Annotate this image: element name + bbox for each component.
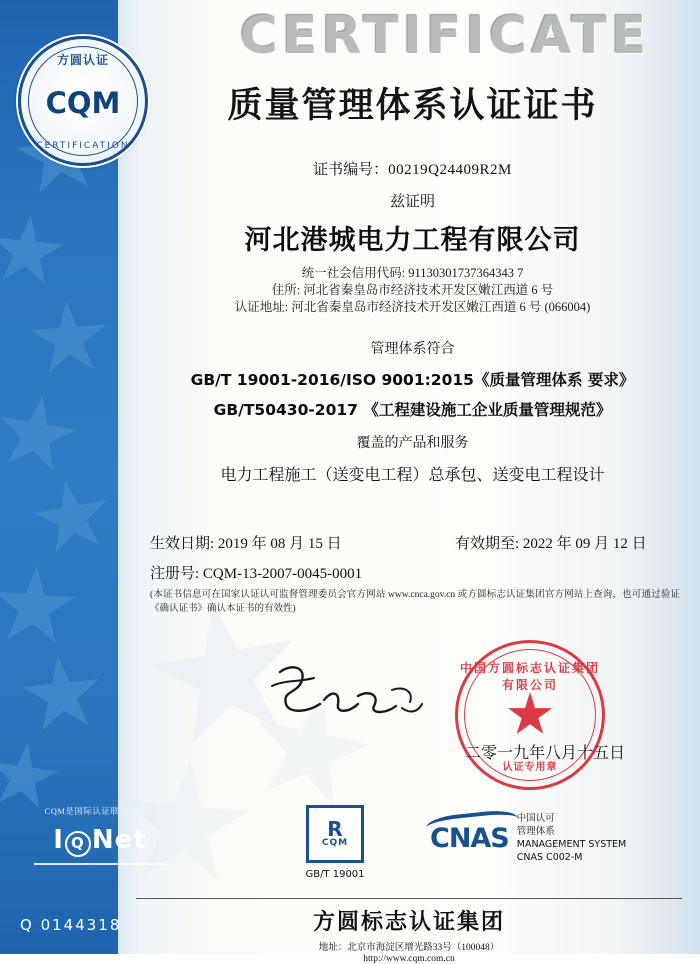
cnas-logo-text: CNAS (430, 822, 509, 854)
effective-date-row (150, 532, 450, 553)
standard-line-2: GB/T50430-2017 《工程建设施工企业质量管理规范》 (213, 401, 612, 419)
effective-date-value: 2019 年 08 月 15 日 (217, 536, 342, 552)
handwritten-signature (262, 660, 432, 730)
footer-address: 地址：北京市海淀区增光路33号（100048） (318, 943, 500, 953)
decorative-star-icon (0, 389, 82, 482)
expiry-date-value: 2022 年 09 月 12 日 (522, 536, 647, 552)
seal-acronym: CQM (45, 85, 121, 120)
standard-line-1: GB/T 19001-2016/ISO 9001:2015《质量管理体系 要求》 (190, 371, 635, 389)
cqm-mark-cqm: CQM (321, 838, 349, 848)
cqm-mark-box (306, 805, 364, 863)
conformity-label: 管理体系符合 (370, 342, 455, 357)
cnas-line-4: CNAS C002-M (516, 852, 583, 863)
dates-block (150, 532, 680, 592)
issuing-organization: 方圆标志认证集团 (312, 910, 505, 935)
embossed-certificate-word: CERTIFICATE (239, 6, 651, 66)
serial-number: Q 0144318 (20, 916, 122, 934)
expiry-date-label: 有效期至: (455, 536, 520, 552)
page-title: 质量管理体系认证证书 (227, 86, 598, 126)
cqm-accreditation-mark (300, 805, 370, 880)
cqm-mark-r: R (327, 817, 343, 841)
footer-divider (136, 898, 682, 899)
scope-text: 电力工程施工（送变电工程）总承包、送变电工程设计 (220, 467, 605, 484)
certificate-number-line (140, 158, 685, 179)
effective-date-label: 生效日期: (150, 536, 215, 552)
hereby-certify-label: 兹证明 (389, 194, 435, 210)
register-no-label: 注册号: (150, 566, 200, 582)
cnas-accreditation-mark (430, 812, 670, 864)
scope-label: 覆盖的产品和服务 (356, 436, 469, 451)
seal-top-text: 方圆认证 (56, 53, 109, 67)
decorative-star-icon (27, 297, 110, 380)
certified-address-line: 认证地址: 河北省秦皇岛市经济技术开发区嫩江西道 6 号 (066004) (234, 300, 591, 314)
document-footer (118, 898, 700, 964)
register-no-value: CQM-13-2007-0045-0001 (202, 566, 363, 582)
stamp-top-text: 中国方圆标志认证集团有限公司 (459, 661, 600, 692)
iqnet-caption: CQM是国际认证联盟的成员 (44, 806, 156, 816)
decorative-star-icon (18, 651, 106, 739)
seal-bottom-text: CERTIFICATION (36, 141, 130, 151)
decorative-star-icon (0, 211, 68, 292)
address-line: 住所: 河北省秦皇岛市经济技术开发区嫩江西道 6 号 (271, 283, 554, 297)
cnas-line-3: MANAGEMENT SYSTEM (516, 839, 627, 850)
cnas-line-2: 管理体系 (516, 826, 555, 837)
issue-date-cn: 二零一九年八月十五日 (464, 745, 625, 762)
credit-code-line: 统一社会信用代码: 91130301737364343 7 (301, 266, 524, 280)
decorative-star-icon (28, 474, 116, 562)
expiry-date-row (455, 532, 680, 553)
iqnet-logo (20, 825, 180, 857)
iqnet-underline (34, 863, 166, 865)
cqm-mark-caption: GB/T 19001 (305, 869, 365, 880)
stamp-bottom-text: 认证专用章 (502, 762, 558, 773)
iqnet-logo-q: Q (65, 831, 91, 857)
cnas-text-block (517, 812, 627, 864)
footer-website: http://www.cqm.com.cn (363, 954, 455, 964)
iqnet-block (20, 805, 180, 865)
disclaimer-text: (本证书信息可在国家认证认可监督管理委员会官方网站 www.cnca.gov.cn 或方圆标志认证集团官方网站上查询，也可通过验证《确认证书》确认本证书的有效性) (150, 590, 680, 614)
company-details (140, 265, 685, 316)
decorative-star-icon (0, 562, 79, 652)
certificate-number-label: 证书编号： (313, 162, 389, 178)
official-red-stamp (455, 640, 605, 790)
cnas-line-1: 中国认可 (516, 813, 555, 824)
iqnet-logo-right: Net (91, 825, 147, 855)
cnas-logo (430, 823, 517, 854)
company-name: 河北港城电力工程有限公司 (244, 225, 581, 256)
cqm-seal (18, 36, 148, 166)
certificate-number-value: 00219Q24409R2M (388, 162, 512, 178)
iqnet-logo-left: I (53, 825, 64, 855)
register-no-row (150, 562, 450, 583)
